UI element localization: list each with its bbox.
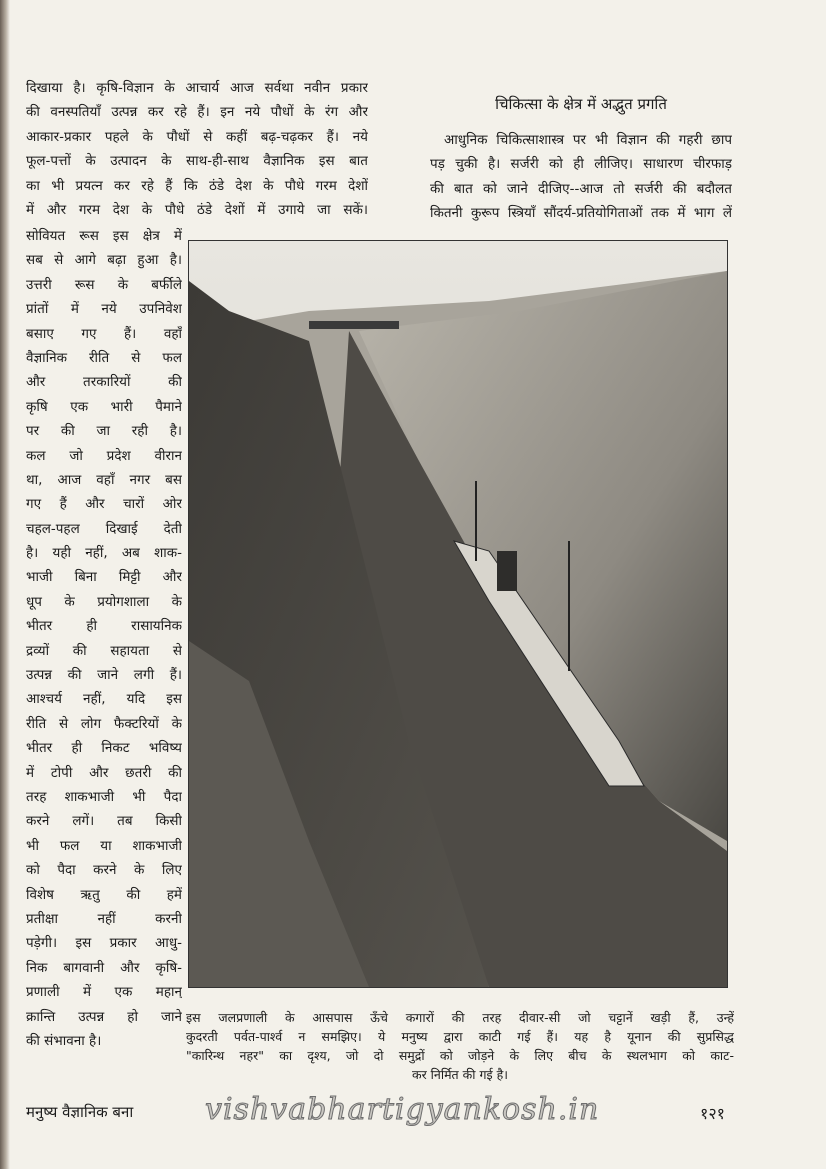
text-line: चहल-पहल दिखाई देती	[26, 520, 182, 537]
text-line: कल जो प्रदेश वीरान	[26, 447, 182, 464]
text-line: की संभावना है।	[26, 1032, 102, 1049]
section-heading: चिकित्सा के क्षेत्र में अद्भुत प्रगति	[495, 95, 667, 113]
page-number: १२१	[700, 1104, 725, 1123]
text-line: की बात को जाने दीजिए--आज तो सर्जरी की बदौलत	[430, 180, 732, 197]
right-column-text	[430, 128, 732, 226]
text-line: करने लगें। तब किसी	[26, 813, 182, 830]
book-binding-edge	[0, 0, 10, 1169]
text-line: क्रान्ति उत्पन्न हो जाने	[26, 1008, 182, 1025]
text-line: है। यही नहीं, अब शाक-	[26, 545, 182, 562]
photo-image	[189, 241, 727, 987]
text-line: में और गरम देश के पौधे ठंडे देशों में उगाये जा सकें।	[26, 201, 368, 218]
text-line: और तरकारियों की	[26, 374, 182, 391]
text-line: प्रणाली में एक महान्	[26, 984, 182, 1001]
text-line: फूल-पत्तों के उत्पादन के साथ-ही-साथ वैज्ञानिक इस बात	[26, 153, 368, 170]
text-line: को पैदा करने के लिए	[26, 862, 182, 879]
text-line: का भी प्रयत्न कर रहे हैं कि ठंडे देश के पौधे गरम देशों	[26, 177, 368, 194]
text-line: भीतर ही रासायनिक	[26, 618, 182, 635]
text-line: रीति से लोग फैक्टरियों के	[26, 715, 182, 732]
text-line: पड़ चुकी है। सर्जरी को ही लीजिए। साधारण चीरफाड़	[430, 156, 732, 173]
text-line: पड़ेगी। इस प्रकार आधु-	[26, 935, 182, 952]
caption-line: इस जलप्रणाली के आसपास ऊँचे कगारों की तरह दीवार-सी जो चट्टानें खड़ी हैं, उन्हें	[186, 1010, 734, 1025]
photo-caption	[186, 1008, 734, 1084]
text-line: कितनी कुरूप स्त्रियाँ सौंदर्य-प्रतियोगिताओं तक में भाग लें	[430, 205, 732, 222]
text-line: पर की जा रही है।	[26, 423, 182, 440]
text-line: निक बागवानी और कृषि-	[26, 959, 182, 976]
left-column-text	[26, 224, 182, 1053]
text-line: आकार-प्रकार पहले के पौधों से कहीं बढ़-चढ़कर हैं। नये	[26, 128, 368, 145]
text-line: प्रांतों में नये उपनिवेश	[26, 301, 182, 318]
text-line: था, आज वहाँ नगर बस	[26, 471, 182, 488]
text-line: कृषि एक भारी पैमाने	[26, 398, 182, 415]
text-line: की वनस्पतियाँ उत्पन्न कर रहे हैं। इन नये पौधों के रंग और	[26, 104, 368, 121]
text-line: भीतर ही निकट भविष्य	[26, 740, 182, 757]
text-line: विशेष ऋतु की हमें	[26, 886, 182, 903]
text-line: उत्पन्न की जाने लगी हैं।	[26, 667, 182, 684]
caption-line: "कारिन्थ नहर" का दृश्य, जो दो समुद्रों को जोड़ने के लिए बीच के स्थलभाग को काट-	[186, 1048, 734, 1063]
text-line: गए हैं और चारों ओर	[26, 496, 182, 513]
text-line: उत्तरी रूस के बर्फीले	[26, 276, 182, 293]
caption-line: कुदरती पर्वत-पार्श्व न समझिए। ये मनुष्य द्वारा काटी गई हैं। यह है यूनान की सुप्रसिद्ध	[186, 1029, 734, 1044]
text-line: सोवियत रूस इस क्षेत्र में	[26, 228, 182, 244]
text-line: द्रव्यों की सहायता से	[26, 642, 182, 659]
text-line: धूप के प्रयोगशाला के	[26, 593, 182, 610]
caption-line: कर निर्मित की गई है।	[411, 1067, 508, 1082]
text-line: सब से आगे बढ़ा हुआ है।	[26, 252, 182, 269]
text-line: आधुनिक चिकित्साशास्त्र पर भी विज्ञान की गहरी छाप	[444, 132, 732, 148]
running-title: मनुष्य वैज्ञानिक बना	[26, 1103, 134, 1121]
corinth-canal-photo	[188, 240, 728, 988]
text-line: आश्चर्य नहीं, यदि इस	[26, 691, 182, 708]
text-line: दिखाया है। कृषि-विज्ञान के आचार्य आज सर्वथा नवीन प्रकार	[26, 80, 368, 96]
text-line: वैज्ञानिक रीति से फल	[26, 349, 182, 366]
text-line: में टोपी और छतरी की	[26, 764, 182, 781]
text-line: प्रतीक्षा नहीं करनी	[26, 910, 182, 927]
text-line: बसाए गए हैं। वहाँ	[26, 325, 182, 342]
text-line: भाजी बिना मिट्टी और	[26, 569, 182, 586]
top-paragraph	[26, 76, 368, 222]
text-line: तरह शाकभाजी भी पैदा	[26, 788, 182, 805]
text-line: भी फल या शाकभाजी	[26, 837, 182, 854]
watermark: vishvabhartigyankosh.in	[205, 1092, 600, 1127]
